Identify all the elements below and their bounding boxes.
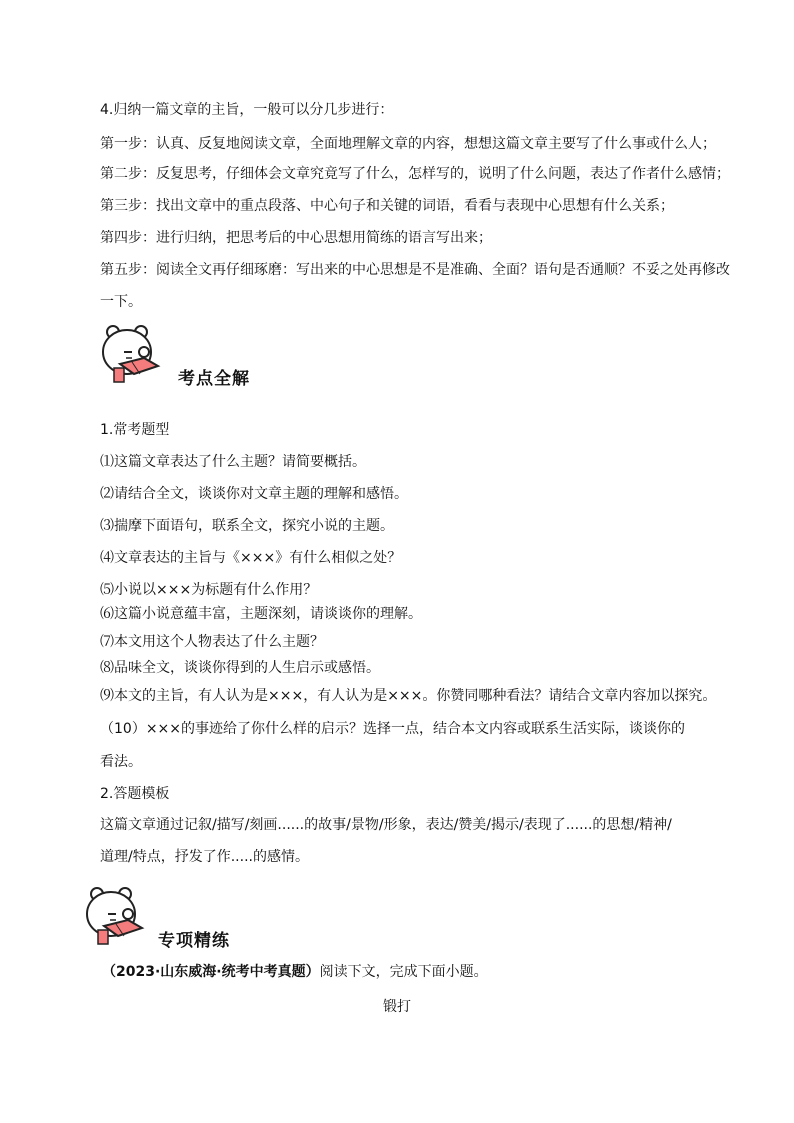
bear-reading-icon (84, 884, 146, 948)
question-item: ⑼本文的主旨，有人认为是×××，有人认为是×××。你赞同哪种看法？请结合文章内容加以探究。 (100, 688, 717, 704)
practice-instruction: 阅读下文，完成下面小题。 (319, 964, 488, 980)
intro-step-2: 第二步：反复思考，仔细体会文章究竟写了什么，怎样写的，说明了什么问题，表达了作者什么感情； (100, 166, 730, 182)
intro-line-1: 4.归纳一篇文章的主旨，一般可以分几步进行： (100, 102, 394, 118)
answer-template-heading: 2.答题模板 (100, 786, 170, 802)
intro-step-4: 第四步：进行归纳，把思考后的中心思想用简练的语言写出来； (100, 230, 492, 246)
practice-source: （2023·山东威海·统考中考真题） (102, 964, 320, 980)
intro-step-5: 第五步：阅读全文再仔细琢磨：写出来的中心思想是不是准确、全面？语句是否通顺？不妥之处再修改 (100, 262, 730, 278)
intro-step-5-cont: 一下。 (100, 294, 142, 310)
question-item: ⑵请结合全文，谈谈你对文章主题的理解和感悟。 (100, 486, 408, 502)
question-item: ⑻品味全文，谈谈你得到的人生启示或感悟。 (100, 660, 380, 676)
bear-reading-icon (100, 322, 162, 386)
intro-step-1: 第一步：认真、反复地阅读文章，全面地理解文章的内容，想想这篇文章主要写了什么事或什么人； (100, 136, 716, 152)
section-title-practice: 专项精练 (158, 931, 230, 951)
question-item: ⑸小说以×××为标题有什么作用？ (100, 582, 318, 598)
question-type-heading: 1.常考题型 (100, 422, 170, 438)
question-item: ⑹这篇小说意蕴丰富，主题深刻，请谈谈你的理解。 (100, 606, 422, 622)
question-item-cont: 看法。 (100, 754, 142, 770)
answer-template-line-1: 这篇文章通过记叙/描写/刻画......的故事/景物/形象，表达/赞美/揭示/表现了......的思想/精神/ (100, 817, 672, 833)
section-title-exam-points: 考点全解 (178, 369, 250, 389)
question-item: ⑴这篇文章表达了什么主题？请简要概括。 (100, 454, 366, 470)
answer-template-line-2: 道理/特点，抒发了作.....的感情。 (100, 849, 309, 865)
question-item: ⑺本文用这个人物表达了什么主题？ (100, 634, 324, 650)
intro-step-3: 第三步：找出文章中的重点段落、中心句子和关键的词语，看看与表现中心思想有什么关系； (100, 198, 674, 214)
article-title: 锻打 (383, 999, 411, 1015)
practice-intro (102, 962, 488, 982)
question-item: ⑷文章表达的主旨与《×××》有什么相似之处？ (100, 550, 402, 566)
question-item: （10）×××的事迹给了你什么样的启示？选择一点，结合本文内容或联系生活实际，谈谈你的 (100, 721, 686, 737)
question-item: ⑶揣摩下面语句，联系全文，探究小说的主题。 (100, 518, 394, 534)
